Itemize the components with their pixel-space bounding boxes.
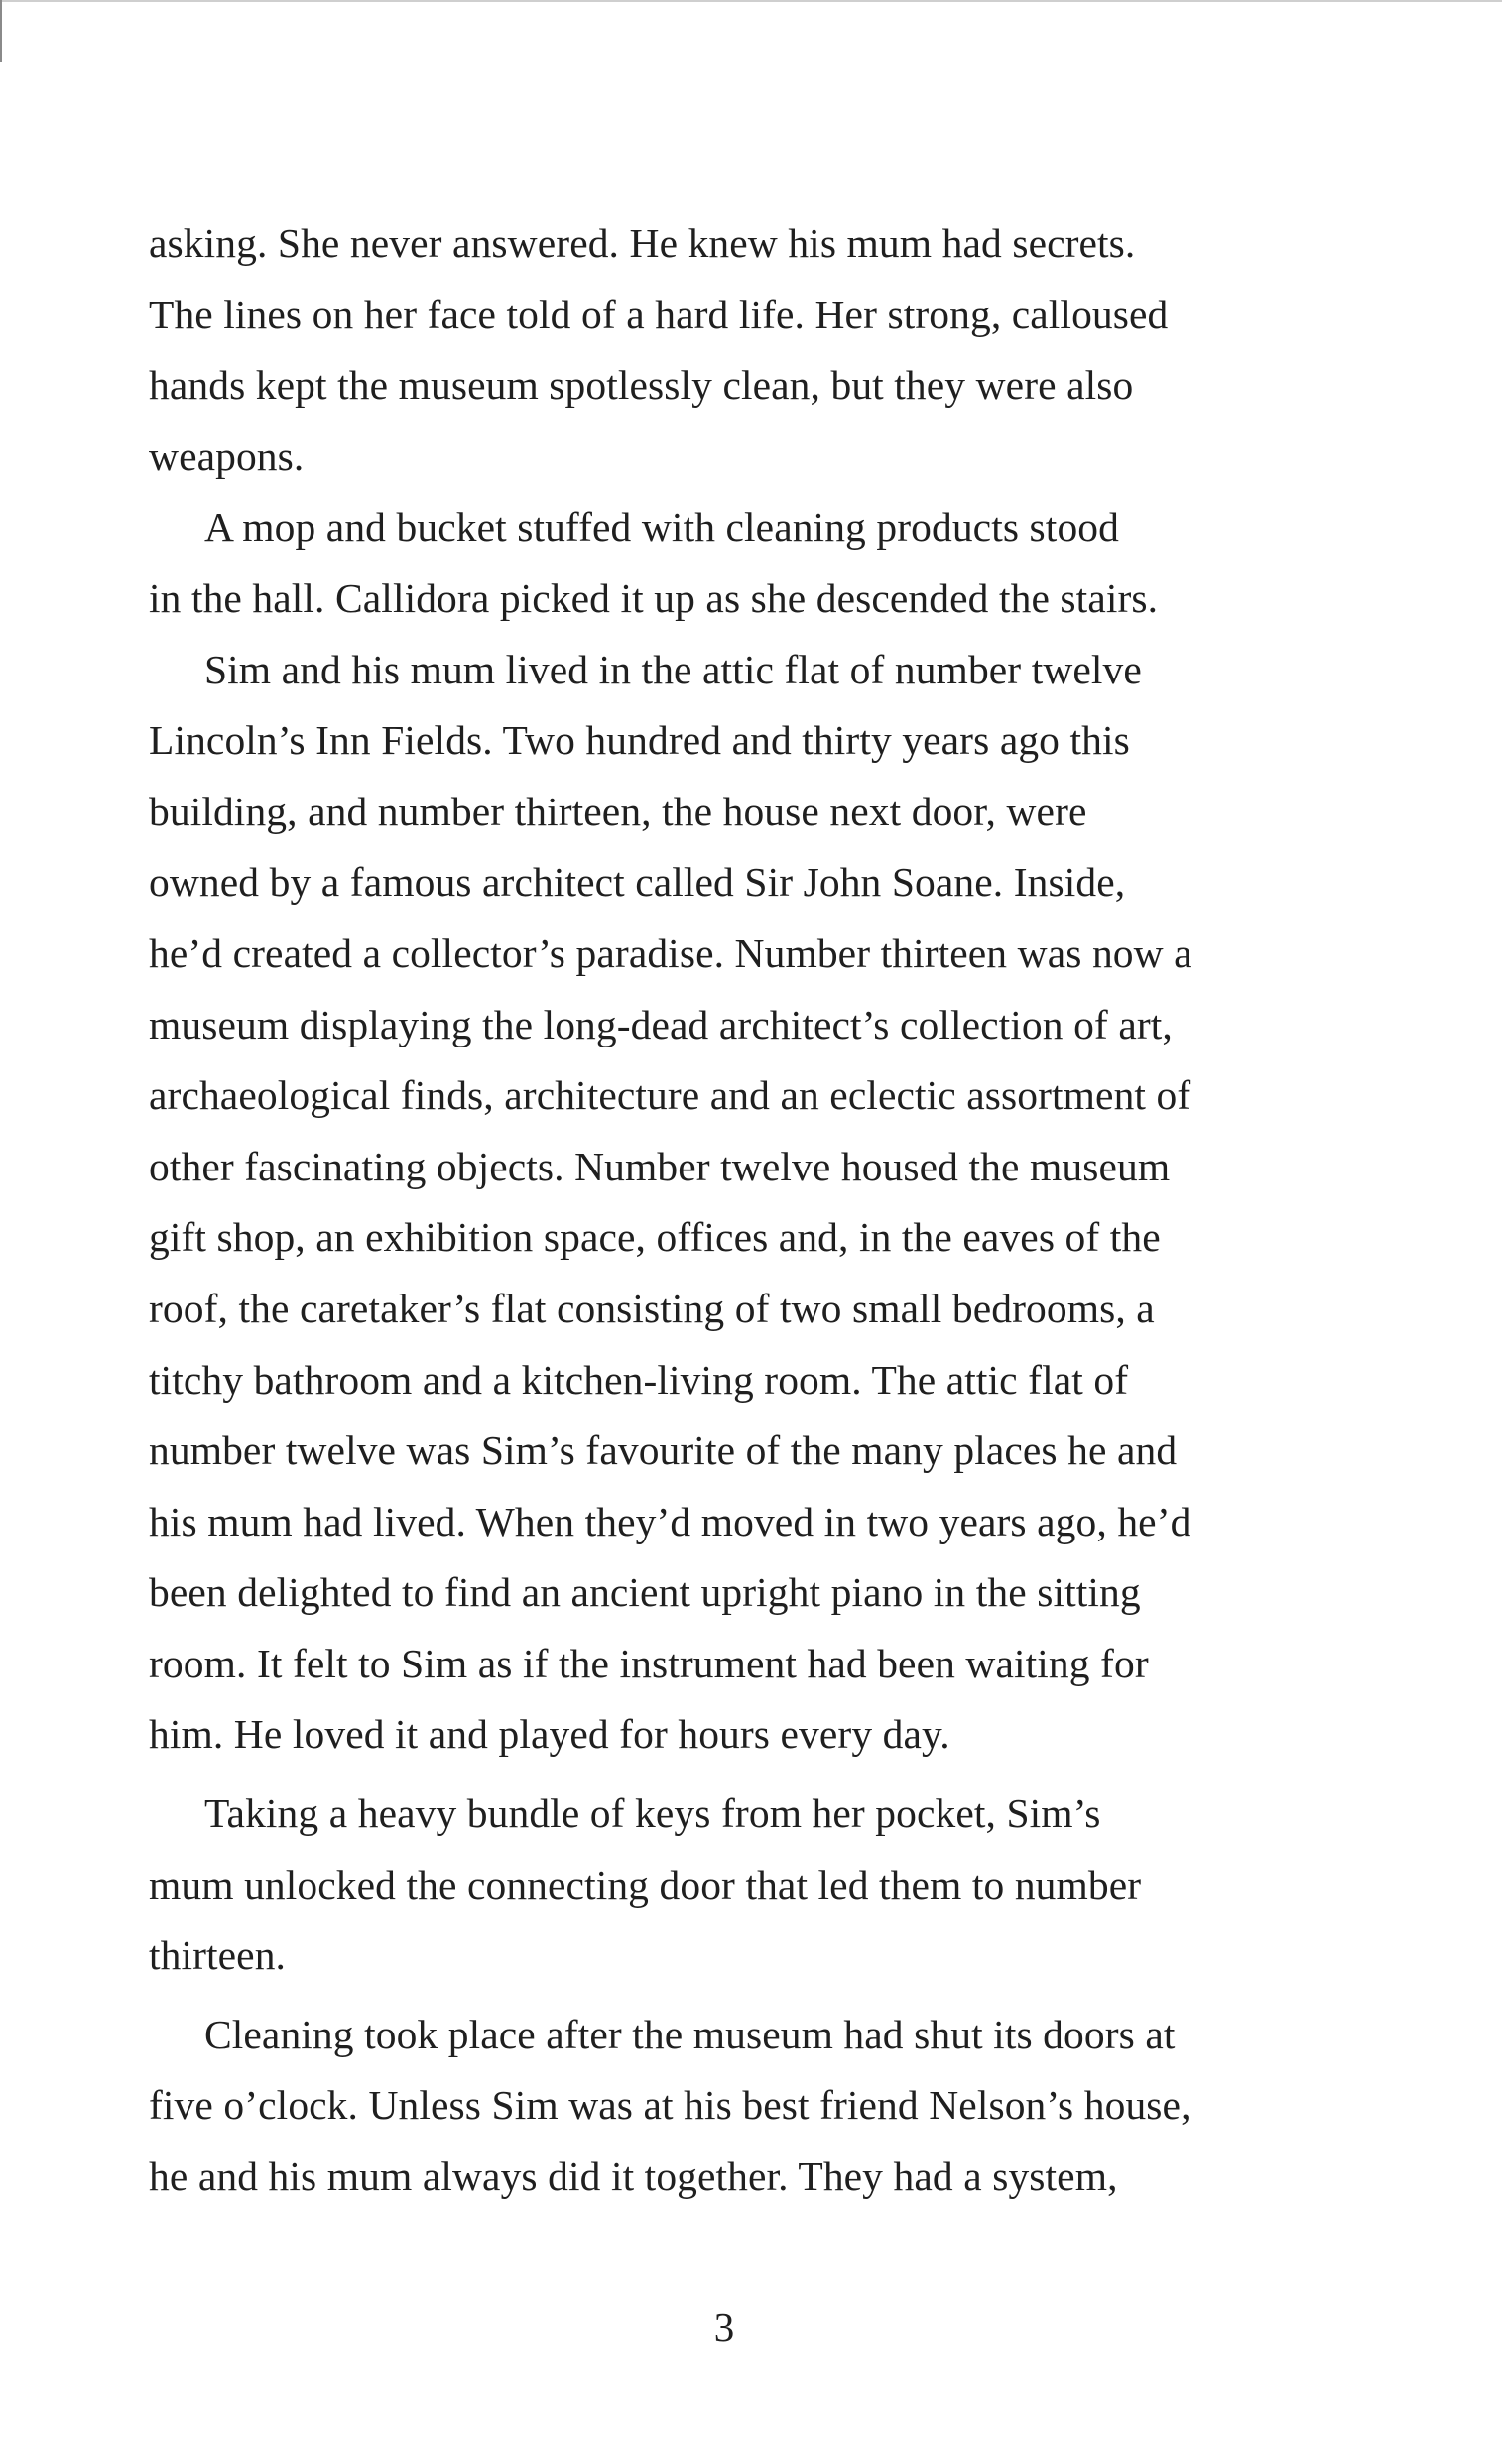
text-line: roof, the caretaker’s flat consisting of two small bedrooms, a bbox=[149, 1285, 1155, 1331]
paragraph-start-line: Taking a heavy bundle of keys from her pocket, Sim’s bbox=[204, 1790, 1101, 1837]
text-line: he’d created a collector’s paradise. Number thirteen was now a bbox=[149, 929, 1192, 976]
text-line: him. He loved it and played for hours every day. bbox=[149, 1711, 950, 1758]
text-line: titchy bathroom and a kitchen-living room. The attic flat of bbox=[149, 1356, 1129, 1403]
paragraph-start-line: Cleaning took place after the museum had shut its doors at bbox=[204, 2011, 1176, 2057]
text-line: five o’clock. Unless Sim was at his best friend Nelson’s house, bbox=[149, 2082, 1191, 2129]
text-line: building, and number thirteen, the house next door, were bbox=[149, 788, 1087, 834]
text-line: gift shop, an exhibition space, offices and, in the eaves of the bbox=[149, 1214, 1161, 1261]
scan-edge-left bbox=[0, 0, 2, 62]
paragraph-start-line: A mop and bucket stuffed with cleaning products stood bbox=[204, 504, 1119, 551]
scan-edge-top bbox=[0, 0, 1502, 2]
text-line: archaeological finds, architecture and an eclectic assortment of bbox=[149, 1072, 1191, 1119]
text-line: room. It felt to Sim as if the instrument had been waiting for bbox=[149, 1640, 1149, 1686]
text-line: The lines on her face told of a hard life. Her strong, calloused bbox=[149, 291, 1169, 337]
paragraph-start-line: Sim and his mum lived in the attic flat of number twelve bbox=[204, 646, 1142, 692]
text-line: he and his mum always did it together. They had a system, bbox=[149, 2154, 1118, 2200]
text-line: in the hall. Callidora picked it up as she descended the stairs. bbox=[149, 574, 1159, 621]
text-line: owned by a famous architect called Sir John Soane. Inside, bbox=[149, 859, 1126, 906]
text-line: his mum had lived. When they’d moved in two years ago, he’d bbox=[149, 1498, 1191, 1544]
text-line: number twelve was Sim’s favourite of the many places he and bbox=[149, 1427, 1178, 1474]
text-line: museum displaying the long-dead architect’s collection of art, bbox=[149, 1001, 1173, 1047]
text-line: mum unlocked the connecting door that led them to number bbox=[149, 1861, 1142, 1908]
text-line: thirteen. bbox=[149, 1932, 287, 1979]
text-line: asking. She never answered. He knew his mum had secrets. bbox=[149, 220, 1136, 266]
text-line: Lincoln’s Inn Fields. Two hundred and thirty years ago this bbox=[149, 717, 1130, 764]
text-line: other fascinating objects. Number twelve housed the museum bbox=[149, 1143, 1171, 1189]
text-line: been delighted to find an ancient upright piano in the sitting bbox=[149, 1569, 1141, 1616]
text-line: hands kept the museum spotlessly clean, but they were also bbox=[149, 362, 1134, 409]
text-line: weapons. bbox=[149, 432, 305, 479]
page-number: 3 bbox=[713, 2304, 735, 2350]
body-text bbox=[149, 208, 1310, 2213]
